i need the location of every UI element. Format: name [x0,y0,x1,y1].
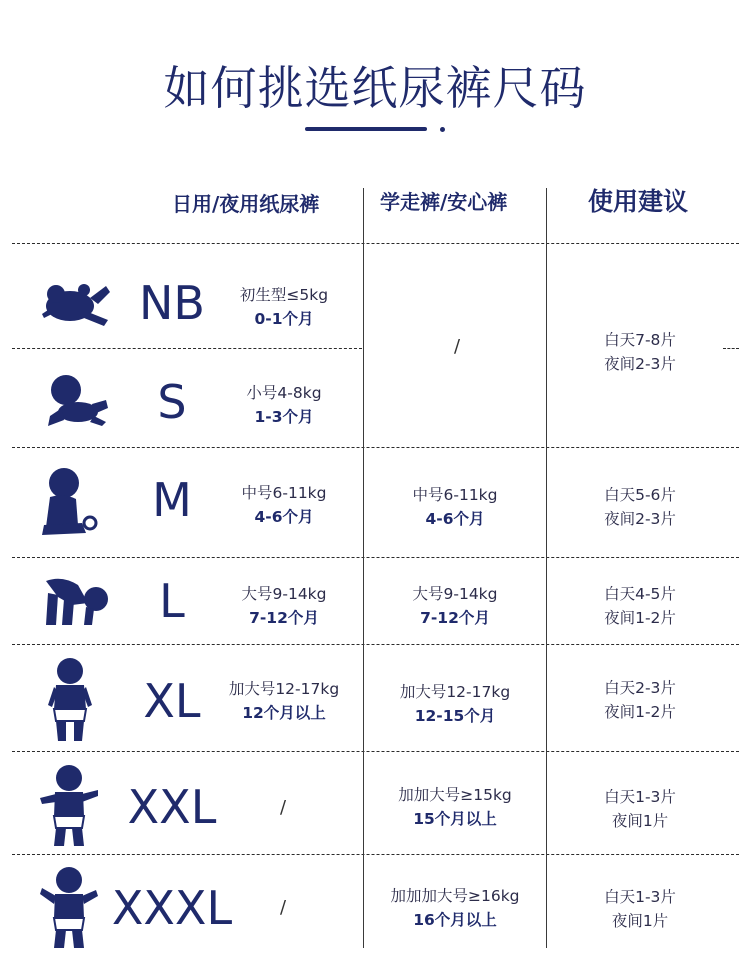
size-label-s: S [157,375,187,429]
row-divider [12,348,362,349]
advice-merged [560,328,720,376]
pant-spec-xxxl [370,884,540,932]
diaper-spec-m [214,481,354,529]
day-count: 白天1-3片 [604,788,676,806]
night-count: 夜间2-3片 [604,510,676,528]
night-count: 夜间1-2片 [604,609,676,627]
header-advice: 使用建议 [588,187,689,216]
age-range: 4-6个月 [425,510,485,528]
age-range: 12-15个月 [414,707,496,725]
size-label-l: L [159,574,185,628]
title-underline [305,127,427,131]
row-divider [12,557,739,558]
pant-spec-l [380,582,530,630]
weight-range: 中号6-11kg [241,484,327,502]
advice-xxl [560,785,720,833]
weight-range: 小号4-8kg [246,384,322,402]
advice-xl [560,676,720,724]
size-label-m: M [152,473,192,527]
weight-range: 大号9-14kg [412,585,498,603]
age-range: 4-6个月 [254,508,314,526]
diaper-spec-s [214,381,354,429]
row-divider [12,447,739,448]
row-divider [12,854,739,855]
age-range: 1-3个月 [254,408,314,426]
row-divider [12,751,739,752]
age-range: 7-12个月 [249,609,319,627]
day-count: 白天1-3片 [604,888,676,906]
night-count: 夜间1-2片 [604,703,676,721]
night-count: 夜间2-3片 [604,355,676,373]
advice-xxxl [560,885,720,933]
header-diaper: 日用/夜用纸尿裤 [172,192,320,216]
header-pants: 学走裤/安心裤 [380,190,508,214]
diaper-na-xxl: / [280,797,287,818]
advice-l [560,582,720,630]
advice-m [560,483,720,531]
diaper-spec-l [214,582,354,630]
size-label-xl: XL [143,674,201,728]
row-divider [12,243,739,244]
diaper-spec-xl [214,677,354,725]
page-title: 如何挑选纸尿裤尺码 [163,61,587,115]
age-range: 12个月以上 [242,704,326,722]
size-label-xxl: XXL [127,780,217,834]
age-range: 16个月以上 [413,911,497,929]
size-label-nb: NB [139,276,205,330]
weight-range: 加大号12-17kg [399,683,511,701]
pant-spec-xl [380,680,530,728]
day-count: 白天2-3片 [604,679,676,697]
toddler-waving-icon [38,866,100,950]
weight-range: 大号9-14kg [241,585,327,603]
day-count: 白天4-5片 [604,585,676,603]
day-count: 白天7-8片 [604,331,676,349]
column-divider [546,188,547,948]
row-divider [723,348,739,349]
age-range: 7-12个月 [420,609,490,627]
pant-spec-m [380,483,530,531]
column-divider [363,188,364,948]
weight-range: 加加大号≥15kg [398,786,512,804]
toddler-standing-icon [46,657,94,743]
weight-range: 加加加大号≥16kg [390,887,520,905]
pant-na-merged: / [454,336,461,357]
night-count: 夜间1片 [611,912,669,930]
pant-spec-xxl [370,783,540,831]
title-dot [440,127,445,132]
row-divider [12,644,739,645]
age-range: 0-1个月 [254,310,314,328]
age-range: 15个月以上 [413,810,497,828]
weight-range: 初生型≤5kg [239,286,329,304]
diaper-na-xxxl: / [280,897,287,918]
weight-range: 中号6-11kg [412,486,498,504]
size-label-xxxl: XXXL [111,881,233,935]
day-count: 白天5-6片 [604,486,676,504]
diaper-spec-nb [214,283,354,331]
night-count: 夜间1片 [611,812,669,830]
weight-range: 加大号12-17kg [228,680,340,698]
toddler-arms-out-icon [38,764,100,848]
